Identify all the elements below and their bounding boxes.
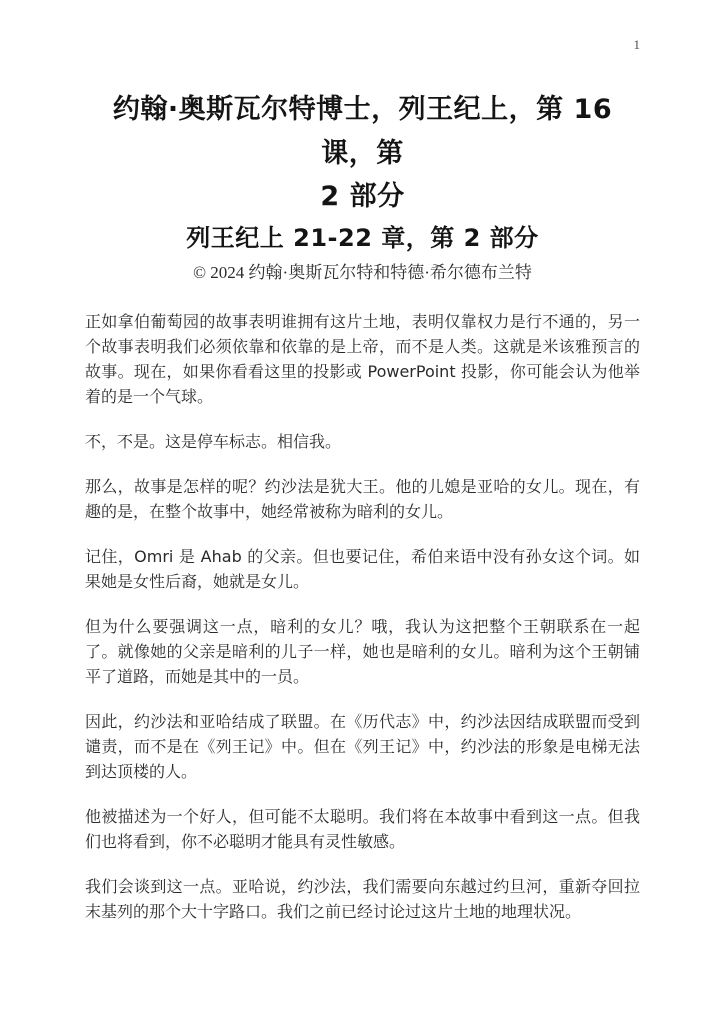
- paragraph-1: 正如拿伯葡萄园的故事表明谁拥有这片土地，表明仅靠权力是行不通的，另一个故事表明我们必须依靠和依靠的是上帝，而不是人类。这就是米该雅预言的故事。现在，如果你看看这里的投影或 PowerPoint 投影，你可能会认为他举着的是一个气球。: [85, 311, 640, 406]
- paragraph-8: 我们会谈到这一点。亚哈说，约沙法，我们需要向东越过约旦河，重新夺回拉末基列的那个大十字路口。我们之前已经讨论过这片土地的地理状况。: [85, 876, 640, 921]
- document-body: [85, 309, 640, 924]
- title-line-2: 2 部分: [320, 181, 405, 213]
- page-content: [0, 88, 724, 924]
- title-line-1: 约翰·奥斯瓦尔特博士，列王纪上，第 16 课，第: [112, 94, 613, 169]
- document-subtitle: 列王纪上 21-22 章，第 2 部分: [186, 224, 539, 253]
- paragraph-4: 记住，Omri 是 Ahab 的父亲。但也要记住，希伯来语中没有孙女这个词。如果她是女性后裔，她就是女儿。: [85, 546, 640, 591]
- paragraph-7: 他被描述为一个好人，但可能不太聪明。我们将在本故事中看到这一点。但我们也将看到，你不必聪明才能具有灵性敏感。: [85, 806, 640, 851]
- page-number: 1: [633, 37, 640, 52]
- paragraph-2: 不，不是。这是停车标志。相信我。: [85, 431, 342, 451]
- paragraph-3: 那么，故事是怎样的呢？约沙法是犹大王。他的儿媳是亚哈的女儿。现在，有趣的是，在整个故事中，她经常被称为暗利的女儿。: [85, 476, 640, 521]
- paragraph-6: 因此，约沙法和亚哈结成了联盟。在《历代志》中，约沙法因结成联盟而受到谴责，而不是在《列王记》中。但在《列王记》中，约沙法的形象是电梯无法到达顶楼的人。: [85, 711, 640, 781]
- copyright-line: © 2024 约翰·奥斯瓦尔特和特德·希尔德布兰特: [193, 263, 532, 282]
- document-title: [85, 88, 640, 219]
- paragraph-5: 但为什么要强调这一点，暗利的女儿？哦，我认为这把整个王朝联系在一起了。就像她的父亲是暗利的儿子一样，她也是暗利的女儿。暗利为这个王朝铺平了道路，而她是其中的一员。: [85, 616, 640, 686]
